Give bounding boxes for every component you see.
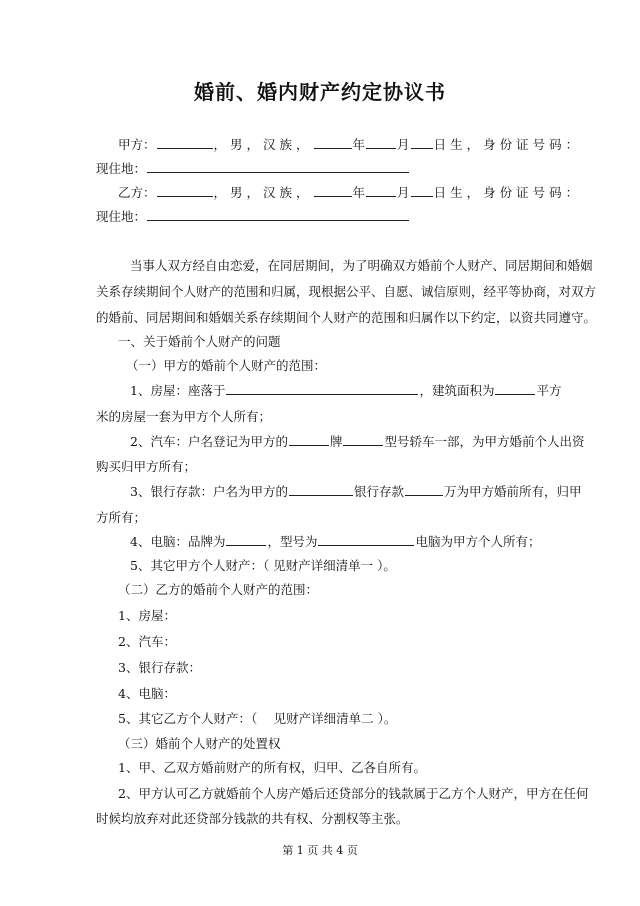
- a-pc-model-label: ，型号为: [267, 534, 318, 549]
- a-bank-amount-blank: [405, 484, 443, 496]
- party-a-line: [118, 137, 582, 153]
- b-item-pc: 4、电脑：: [118, 686, 176, 701]
- b-item-house: 1、房屋：: [118, 608, 176, 623]
- b-other-line: 5、其它乙方个人财产：（ 见财产详细清单二 ）。: [118, 711, 397, 726]
- party-b-month: 月: [397, 185, 410, 200]
- a-pc-brand-blank: [226, 534, 266, 546]
- party-a-day-blank: [411, 137, 433, 149]
- party-b-male: ，男，汉族，: [213, 185, 313, 200]
- a-house-unit: 平方: [536, 383, 562, 398]
- a-house-area-label: ，建筑面积为: [419, 383, 495, 398]
- intro-line-2: 关系存续期间个人财产的范围和归属，现根据公平、自愿、诚信原则，经平等协商，对双方: [96, 284, 597, 299]
- a-bank-label: 3、银行存款：户名为甲方的: [130, 484, 288, 499]
- party-a-male: ，男，汉族，: [213, 137, 313, 152]
- party-b-name-blank: [157, 185, 213, 197]
- a-car-brand-label: 牌: [329, 434, 343, 449]
- a-bank-name-blank: [289, 484, 353, 496]
- party-b-residence: 现住地：: [96, 209, 147, 224]
- party-a-label: 甲方：: [118, 137, 156, 152]
- party-a-year: 年: [352, 137, 366, 152]
- a-car-desc: 型号轿车一部，为甲方婚前个人出资: [384, 434, 585, 449]
- intro-line-1: 当事人双方经自由恋爱，在同居期间，为了明确双方婚前个人财产、同居期间和婚姻: [130, 258, 593, 273]
- a-car-label: 2、汽车：户名登记为甲方的: [130, 434, 288, 449]
- subsection-1-heading: （一）甲方的婚前个人财产的范围：: [126, 358, 327, 373]
- b-item-bank: 3、银行存款：: [118, 660, 201, 675]
- page-footer: 第 1 页 共 4 页: [282, 844, 358, 857]
- document-title: 婚前、婚内财产约定协议书: [194, 80, 446, 104]
- a-house-line: [130, 383, 562, 399]
- a-pc-desc: 电脑为甲方个人所有；: [415, 534, 541, 549]
- party-a-name-blank: [157, 137, 213, 149]
- a-house-location-blank: [226, 383, 418, 395]
- a-other-line: 5、其它甲方个人财产：（ 见财产详细清单一 ）。: [130, 558, 396, 573]
- party-a-residence-line: [96, 161, 410, 177]
- party-b-day-blank: [411, 185, 433, 197]
- a-bank-cont: 方所有；: [96, 510, 147, 525]
- disposition-2-line-1: 2、甲方认可乙方就婚前个人房产婚后还贷部分的钱款属于乙方个人财产，甲方在任何: [118, 786, 589, 801]
- party-b-day: 日生，身份证号码：: [433, 185, 583, 200]
- party-b-residence-blank: [147, 209, 409, 221]
- party-b-label: 乙方：: [118, 185, 156, 200]
- a-car-model-blank: [343, 434, 383, 446]
- party-a-month: 月: [397, 137, 410, 152]
- party-a-month-blank: [366, 137, 396, 149]
- a-pc-label: 4、电脑：品牌为: [130, 534, 226, 549]
- disposition-2-line-2: 时候均放弃对此还贷部分钱款的共有权、分割权等主张。: [96, 811, 409, 826]
- party-b-year-blank: [314, 185, 352, 197]
- party-b-residence-line: [96, 209, 410, 225]
- a-car-cont: 购买归甲方所有；: [96, 459, 197, 474]
- party-b-month-blank: [366, 185, 396, 197]
- party-a-residence-blank: [147, 161, 409, 173]
- party-b-line: [118, 185, 582, 201]
- a-bank-deposit-label: 银行存款: [353, 484, 404, 499]
- a-car-brand-blank: [289, 434, 329, 446]
- party-a-residence: 现住地：: [96, 161, 147, 176]
- section-1-heading: 一、关于婚前个人财产的问题: [118, 334, 281, 349]
- a-house-cont: 米的房屋一套为甲方个人所有；: [96, 409, 272, 424]
- party-a-day: 日生，身份证号码：: [433, 137, 583, 152]
- a-house-label: 1、房屋：座落于: [130, 383, 226, 398]
- a-car-line: [130, 434, 585, 450]
- a-pc-line: [130, 534, 541, 550]
- a-bank-line: [130, 484, 582, 500]
- party-a-year-blank: [314, 137, 352, 149]
- disposition-1: 1、甲、乙双方婚前财产的所有权，归甲、乙各自所有。: [118, 760, 426, 775]
- a-bank-desc: 万为甲方婚前所有，归甲: [443, 484, 582, 499]
- subsection-3-heading: （三）婚前个人财产的处置权: [118, 736, 281, 751]
- a-house-area-blank: [495, 383, 535, 395]
- b-item-car: 2、汽车：: [118, 634, 176, 649]
- a-pc-model-blank: [318, 534, 414, 546]
- party-b-year: 年: [352, 185, 366, 200]
- subsection-2-heading: （二）乙方的婚前个人财产的范围：: [118, 582, 319, 597]
- intro-line-3: 的婚前、同居期间和婚姻关系存续期间个人财产的范围和归属作以下约定，以资共同遵守。: [96, 310, 597, 325]
